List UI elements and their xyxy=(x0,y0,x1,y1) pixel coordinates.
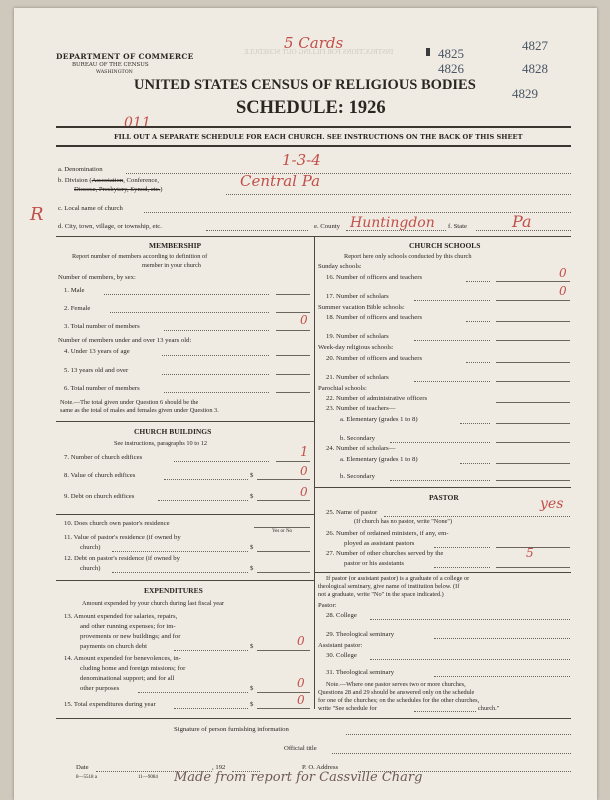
division-prefix: b. Division ( xyxy=(58,177,92,184)
q3-answer xyxy=(276,330,310,331)
q4-label: 4. Under 13 years of age xyxy=(64,348,130,355)
assistant-sublabel: Assistant pastor: xyxy=(318,642,363,649)
q5-label: 5. 13 years old and over xyxy=(64,367,129,374)
pastor-note-4: write "See schedule for xyxy=(318,705,377,712)
q22-label: 22. Number of administrative officers xyxy=(326,395,428,402)
bureau-name: BUREAU OF THE CENSUS xyxy=(72,62,149,68)
q13-label-2: and other running expenses; for im- xyxy=(80,623,176,630)
q24b-dots xyxy=(390,480,490,481)
q14-value: 0 xyxy=(297,676,305,690)
q24-label: 24. Number of scholars— xyxy=(326,445,396,452)
print-number: 11—9084 xyxy=(138,775,158,780)
q25-dots xyxy=(384,516,570,517)
county-line xyxy=(346,230,446,231)
q17-label: 17. Number of scholars xyxy=(326,293,389,300)
q19-label: 19. Number of scholars xyxy=(326,333,389,340)
weekday-label: Week-day religious schools: xyxy=(318,344,394,351)
q1-dots xyxy=(104,294,269,295)
q7-label: 7. Number of church edifices xyxy=(64,454,143,461)
local-name-line xyxy=(144,212,571,213)
stamp-number-3: 4829 xyxy=(512,86,538,101)
q11-dots xyxy=(112,551,248,552)
denomination-label: a. Denomination xyxy=(58,166,103,173)
department-name: DEPARTMENT OF COMMERCE xyxy=(56,52,194,61)
schedule-title: SCHEDULE: 1926 xyxy=(236,98,386,118)
q10-label: 10. Does church own pastor's residence xyxy=(64,520,170,527)
q17-answer xyxy=(496,300,570,301)
q14-label-3: denominational support; and for all xyxy=(80,675,175,682)
bottom-rule xyxy=(56,718,571,719)
q23b-answer xyxy=(496,442,570,443)
q8-dots xyxy=(164,479,248,480)
q19-answer xyxy=(496,340,570,341)
division-struck-diocese: Diocese, Presbytery, Synod, etc. xyxy=(74,186,161,193)
residence-rule xyxy=(56,514,314,515)
q2-dots xyxy=(110,312,269,313)
q20-answer xyxy=(496,362,570,363)
q6-label: 6. Total number of members xyxy=(64,385,140,392)
date-label: Date xyxy=(76,764,89,771)
summer-label: Summer vacation Bible schools: xyxy=(318,304,405,311)
q15-dollar: $ xyxy=(250,701,254,708)
q3-label: 3. Total number of members xyxy=(64,323,140,330)
signature-line xyxy=(346,734,571,735)
membership-subheading-2: member in your church xyxy=(142,262,201,269)
pastor-note-2: Questions 28 and 29 should be answered only on the schedule xyxy=(318,689,475,696)
denomination-value: 1-3-4 xyxy=(282,151,321,169)
year-label: , 192 xyxy=(212,764,226,771)
q23b-dots xyxy=(390,442,490,443)
graduate-rule xyxy=(314,572,571,573)
city-line xyxy=(206,230,308,231)
q13-answer xyxy=(257,650,310,651)
q13-label-1: 13. Amount expended for salaries, repairs, xyxy=(64,613,178,620)
pastor-note-5: church." xyxy=(478,705,500,712)
q5-dots xyxy=(162,374,269,375)
q29-label: 29. Theological seminary xyxy=(326,631,395,638)
q24a-dots xyxy=(460,463,490,464)
membership-heading: MEMBERSHIP xyxy=(149,241,202,250)
q13-dollar: $ xyxy=(250,643,254,650)
q11-dollar: $ xyxy=(250,544,254,551)
sunday-label: Sunday schools: xyxy=(318,263,362,270)
q20-dots xyxy=(466,362,490,363)
age-label: Number of members under and over 13 years old: xyxy=(58,337,192,344)
instruction-rule xyxy=(56,145,571,147)
q9-value: 0 xyxy=(300,485,308,499)
handwritten-cards-note: 5 Cards xyxy=(284,34,344,52)
po-address-label: P. O. Address xyxy=(302,764,339,771)
q9-dots xyxy=(158,500,248,501)
q29-dots xyxy=(434,638,570,639)
division-conference: , Conference, xyxy=(123,177,160,184)
q30-label: 30. College xyxy=(326,652,357,659)
q23a-answer xyxy=(496,423,570,424)
division-line xyxy=(226,194,571,195)
top-rule xyxy=(56,126,571,128)
q23-label: 23. Number of teachers— xyxy=(326,405,396,412)
q10-answer xyxy=(254,527,310,528)
county-label: e. County xyxy=(314,223,341,230)
q23b-label: b. Secondary xyxy=(340,435,375,442)
q12-label-1: 12. Debt on pastor's residence (if owned by xyxy=(64,555,180,562)
q13-dots xyxy=(174,650,248,651)
q1-answer xyxy=(276,294,310,295)
q8-dollar: $ xyxy=(250,472,254,479)
city-label: d. City, town, village, or township, etc. xyxy=(58,223,162,230)
q7-value: 1 xyxy=(300,445,309,460)
q11-answer xyxy=(257,551,310,552)
q26-dots xyxy=(434,547,490,548)
q14-label-4: other purposes xyxy=(80,685,120,692)
q26-label-1: 26. Number of ordained ministers, if any, em- xyxy=(326,530,449,537)
handwritten-code: 011 xyxy=(124,115,151,131)
q13-value: 0 xyxy=(297,634,305,648)
county-value: Huntingdon xyxy=(350,215,435,231)
signature-label: Signature of person furnishing information xyxy=(174,726,289,733)
typed-number-1: 4825 xyxy=(438,46,464,61)
q24b-label: b. Secondary xyxy=(340,473,375,480)
q14-label-2: cluding home and foreign missions; for xyxy=(80,665,186,672)
q22-answer xyxy=(496,402,570,403)
division-value: Central Pa xyxy=(240,172,321,190)
q17-value: 0 xyxy=(559,284,567,298)
q9-dollar: $ xyxy=(250,493,254,500)
yes-no-caption: Yes or No xyxy=(272,529,293,534)
stamp-number-1: 4827 xyxy=(522,38,548,53)
q20-label: 20. Number of officers and teachers xyxy=(326,355,423,362)
q15-label: 15. Total expenditures during year xyxy=(64,701,156,708)
division-label-line2 xyxy=(74,186,163,193)
q17-dots xyxy=(414,300,490,301)
q6-answer xyxy=(276,392,310,393)
state-label: f. State xyxy=(448,223,467,230)
parochial-label: Parochial schools: xyxy=(318,385,367,392)
official-title-line xyxy=(332,753,571,754)
denomination-line xyxy=(126,173,571,174)
state-value: Pa xyxy=(512,212,532,231)
pastor-note-3: for one of the churches; on the schedules for the other churches, xyxy=(318,697,480,704)
q1-label: 1. Male xyxy=(64,287,85,294)
form-title: UNITED STATES CENSUS OF RELIGIOUS BODIES xyxy=(134,77,476,93)
graduate-text-3: not a graduate, write "No" in the space indicated.) xyxy=(318,591,444,598)
q3-dots xyxy=(164,330,269,331)
q24b-answer xyxy=(496,480,570,481)
q27-dots xyxy=(434,567,490,568)
official-title-label: Official title xyxy=(284,745,317,752)
q30-dots xyxy=(370,659,570,660)
q16-answer xyxy=(496,281,570,282)
division-label xyxy=(58,177,159,184)
q24a-label: a. Elementary (grades 1 to 8) xyxy=(340,456,418,463)
q28-label: 28. College xyxy=(326,612,357,619)
schools-heading: CHURCH SCHOOLS xyxy=(409,241,481,250)
q16-label: 16. Number of officers and teachers xyxy=(326,274,423,281)
graduate-text-2: theological seminary, give name of institution below. (If xyxy=(318,583,460,590)
q14-label-1: 14. Amount expended for benevolences, in- xyxy=(64,655,181,662)
q27-label-1: 27. Number of other churches served by the xyxy=(326,550,444,557)
q13-label-4: payments on church debt xyxy=(80,643,148,650)
q28-dots xyxy=(370,619,570,620)
q31-dots xyxy=(434,676,570,677)
q15-value: 0 xyxy=(297,693,305,707)
q15-answer xyxy=(257,708,310,709)
buildings-rule xyxy=(56,421,314,422)
graduate-text-1: If pastor (or assistant pastor) is a graduate of a college or xyxy=(326,575,470,582)
q4-dots xyxy=(162,355,269,356)
q31-label: 31. Theological seminary xyxy=(326,669,395,676)
q23a-dots xyxy=(460,423,490,424)
center-divider xyxy=(314,236,315,709)
q12-dollar: $ xyxy=(250,565,254,572)
q11-label-2: church) xyxy=(80,544,101,551)
q5-answer xyxy=(276,374,310,375)
q16-dots xyxy=(466,281,490,282)
q14-dollar: $ xyxy=(250,685,254,692)
pastor-sublabel: Pastor: xyxy=(318,602,337,609)
division-close: ) xyxy=(160,186,163,193)
pastor-heading: PASTOR xyxy=(429,493,459,502)
census-schedule-sheet xyxy=(14,8,597,800)
expenditures-heading: EXPENDITURES xyxy=(144,586,203,595)
pastor-note-blank xyxy=(414,711,476,712)
membership-note-1: Note.—The total given under Question 6 should be the xyxy=(60,399,199,406)
q27-value: 5 xyxy=(526,546,534,560)
stamp-number-2: 4828 xyxy=(522,61,548,76)
margin-mark: R xyxy=(30,204,44,225)
state-line xyxy=(476,230,571,231)
q27-label-2: pastor or his assistants xyxy=(344,560,404,567)
q8-value: 0 xyxy=(300,464,308,478)
q24a-answer xyxy=(496,463,570,464)
instruction-line: FILL OUT A SEPARATE SCHEDULE FOR EACH CHURCH. SEE INSTRUCTIONS ON THE BACK OF THIS SHEET xyxy=(114,133,523,141)
q6-dots xyxy=(164,392,269,393)
q25-value: yes xyxy=(540,496,564,512)
check-mark xyxy=(426,48,430,56)
q13-label-3: provements or new buildings; and for xyxy=(80,633,181,640)
pastor-rule xyxy=(314,487,571,488)
q12-label-2: church) xyxy=(80,565,101,572)
q7-answer xyxy=(276,461,310,462)
membership-note-2: same as the total of males and females given under Question 3. xyxy=(60,407,219,414)
bleed-through-text: INSTRUCTIONS FOR FILLING OUT SCHEDULE xyxy=(244,48,394,56)
q25-label: 25. Name of pastor xyxy=(326,509,378,516)
q18-dots xyxy=(466,321,490,322)
expenditures-rule xyxy=(56,580,314,581)
q23a-label: a. Elementary (grades 1 to 8) xyxy=(340,416,418,423)
q4-answer xyxy=(276,355,310,356)
buildings-subheading: See instructions, paragraphs 10 to 12 xyxy=(114,440,208,447)
q14-dots xyxy=(138,692,248,693)
membership-subheading-1: Report number of members according to definition of xyxy=(72,253,208,260)
division-struck-association: Association xyxy=(91,177,124,184)
q21-dots xyxy=(414,381,490,382)
q27-answer xyxy=(496,567,570,568)
q19-dots xyxy=(414,340,490,341)
form-number: 8—5518 a xyxy=(76,775,97,780)
q25-note: (If church has no pastor, write "None") xyxy=(354,518,453,525)
q21-answer xyxy=(496,381,570,382)
q12-answer xyxy=(257,572,310,573)
q11-label-1: 11. Value of pastor's residence (if owned by xyxy=(64,534,181,541)
q18-label: 18. Number of officers and teachers xyxy=(326,314,423,321)
q18-answer xyxy=(496,321,570,322)
schools-subheading: Report here only schools conducted by this church xyxy=(344,253,472,260)
buildings-heading: CHURCH BUILDINGS xyxy=(134,427,212,436)
q21-label: 21. Number of scholars xyxy=(326,374,389,381)
q2-label: 2. Female xyxy=(64,305,91,312)
q8-answer xyxy=(257,479,310,480)
by-sex-label: Number of members, by sex: xyxy=(58,274,136,281)
expenditures-subheading: Amount expended by your church during last fiscal year xyxy=(82,600,224,607)
q16-value: 0 xyxy=(559,266,567,280)
q15-dots xyxy=(174,708,248,709)
handwritten-source-note: Made from report for Cassville Charg xyxy=(174,770,423,785)
q12-dots xyxy=(112,572,248,573)
q7-dots xyxy=(174,461,269,462)
typed-number-2: 4826 xyxy=(438,61,464,76)
q3-value: 0 xyxy=(300,313,308,327)
bureau-city: WASHINGTON xyxy=(96,70,133,75)
q26-label-2: ployed as assistant pastors xyxy=(344,540,415,547)
pastor-note-1: Note.—Where one pastor serves two or more churches, xyxy=(326,681,466,688)
q9-label: 9. Debt on church edifices xyxy=(64,493,135,500)
q9-answer xyxy=(257,500,310,501)
q8-label: 8. Value of church edifices xyxy=(64,472,136,479)
local-name-label: c. Local name of church xyxy=(58,205,123,212)
